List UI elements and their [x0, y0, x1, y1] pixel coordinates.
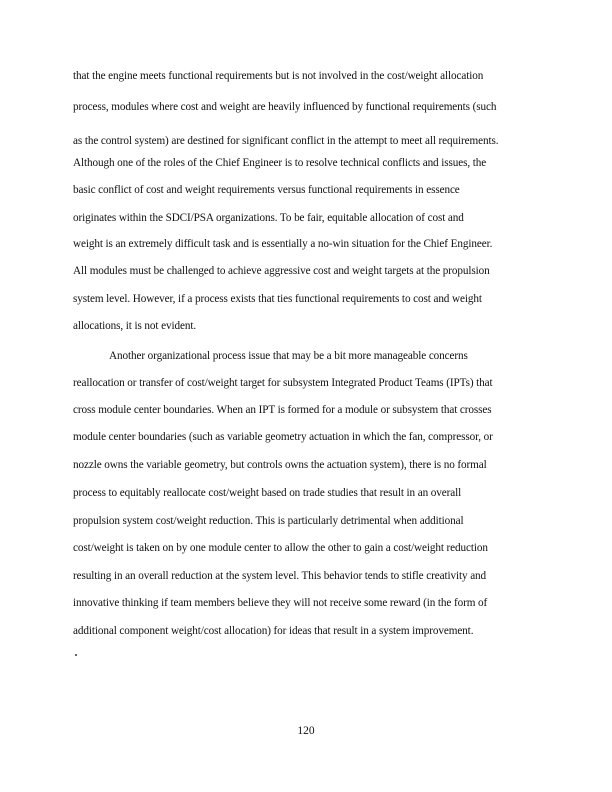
text-line: process, modules where cost and weight are heavily influenced by functional requirements (such: [73, 101, 497, 113]
text-line: originates within the SDCI/PSA organizations. To be fair, equitable allocation of cost and: [73, 212, 464, 224]
page-number: 120: [297, 725, 315, 737]
text-line: Another organizational process issue that may be a bit more manageable concerns: [109, 350, 468, 362]
text-line: cross module center boundaries. When an IPT is formed for a module or subsystem that crosses: [73, 404, 492, 416]
text-line: additional component weight/cost allocation) for ideas that result in a system improvement.: [73, 625, 474, 637]
text-line: reallocation or transfer of cost/weight target for subsystem Integrated Product Teams (IPTs) that: [73, 377, 493, 389]
text-line: nozzle owns the variable geometry, but controls owns the actuation system), there is no formal: [73, 459, 487, 471]
text-line: process to equitably reallocate cost/weight based on trade studies that result in an overall: [73, 487, 462, 499]
text-line: allocations, it is not evident.: [73, 320, 197, 332]
text-line: module center boundaries (such as variable geometry actuation in which the fan, compressor, or: [73, 431, 493, 443]
text-line: weight is an extremely difficult task and is essentially a no-win situation for the Chief Engineer.: [73, 238, 493, 250]
text-line: basic conflict of cost and weight requirements versus functional requirements in essence: [73, 184, 460, 196]
text-line: that the engine meets functional requirements but is not involved in the cost/weight allocation: [73, 70, 484, 82]
text-line: All modules must be challenged to achieve aggressive cost and weight targets at the propulsion: [73, 265, 490, 277]
stray-mark: [75, 654, 77, 656]
text-line: Although one of the roles of the Chief Engineer is to resolve technical conflicts and issues, the: [73, 157, 487, 169]
text-line: propulsion system cost/weight reduction. This is particularly detrimental when additional: [73, 515, 464, 527]
text-line: system level. However, if a process exists that ties functional requirements to cost and weight: [73, 293, 482, 305]
text-line: resulting in an overall reduction at the system level. This behavior tends to stifle creativity and: [73, 570, 487, 582]
text-line: as the control system) are destined for significant conflict in the attempt to meet all requirements.: [73, 135, 499, 147]
text-line: cost/weight is taken on by one module center to allow the other to gain a cost/weight reduction: [73, 542, 488, 554]
text-line: innovative thinking if team members believe they will not receive some reward (in the form of: [73, 597, 488, 609]
